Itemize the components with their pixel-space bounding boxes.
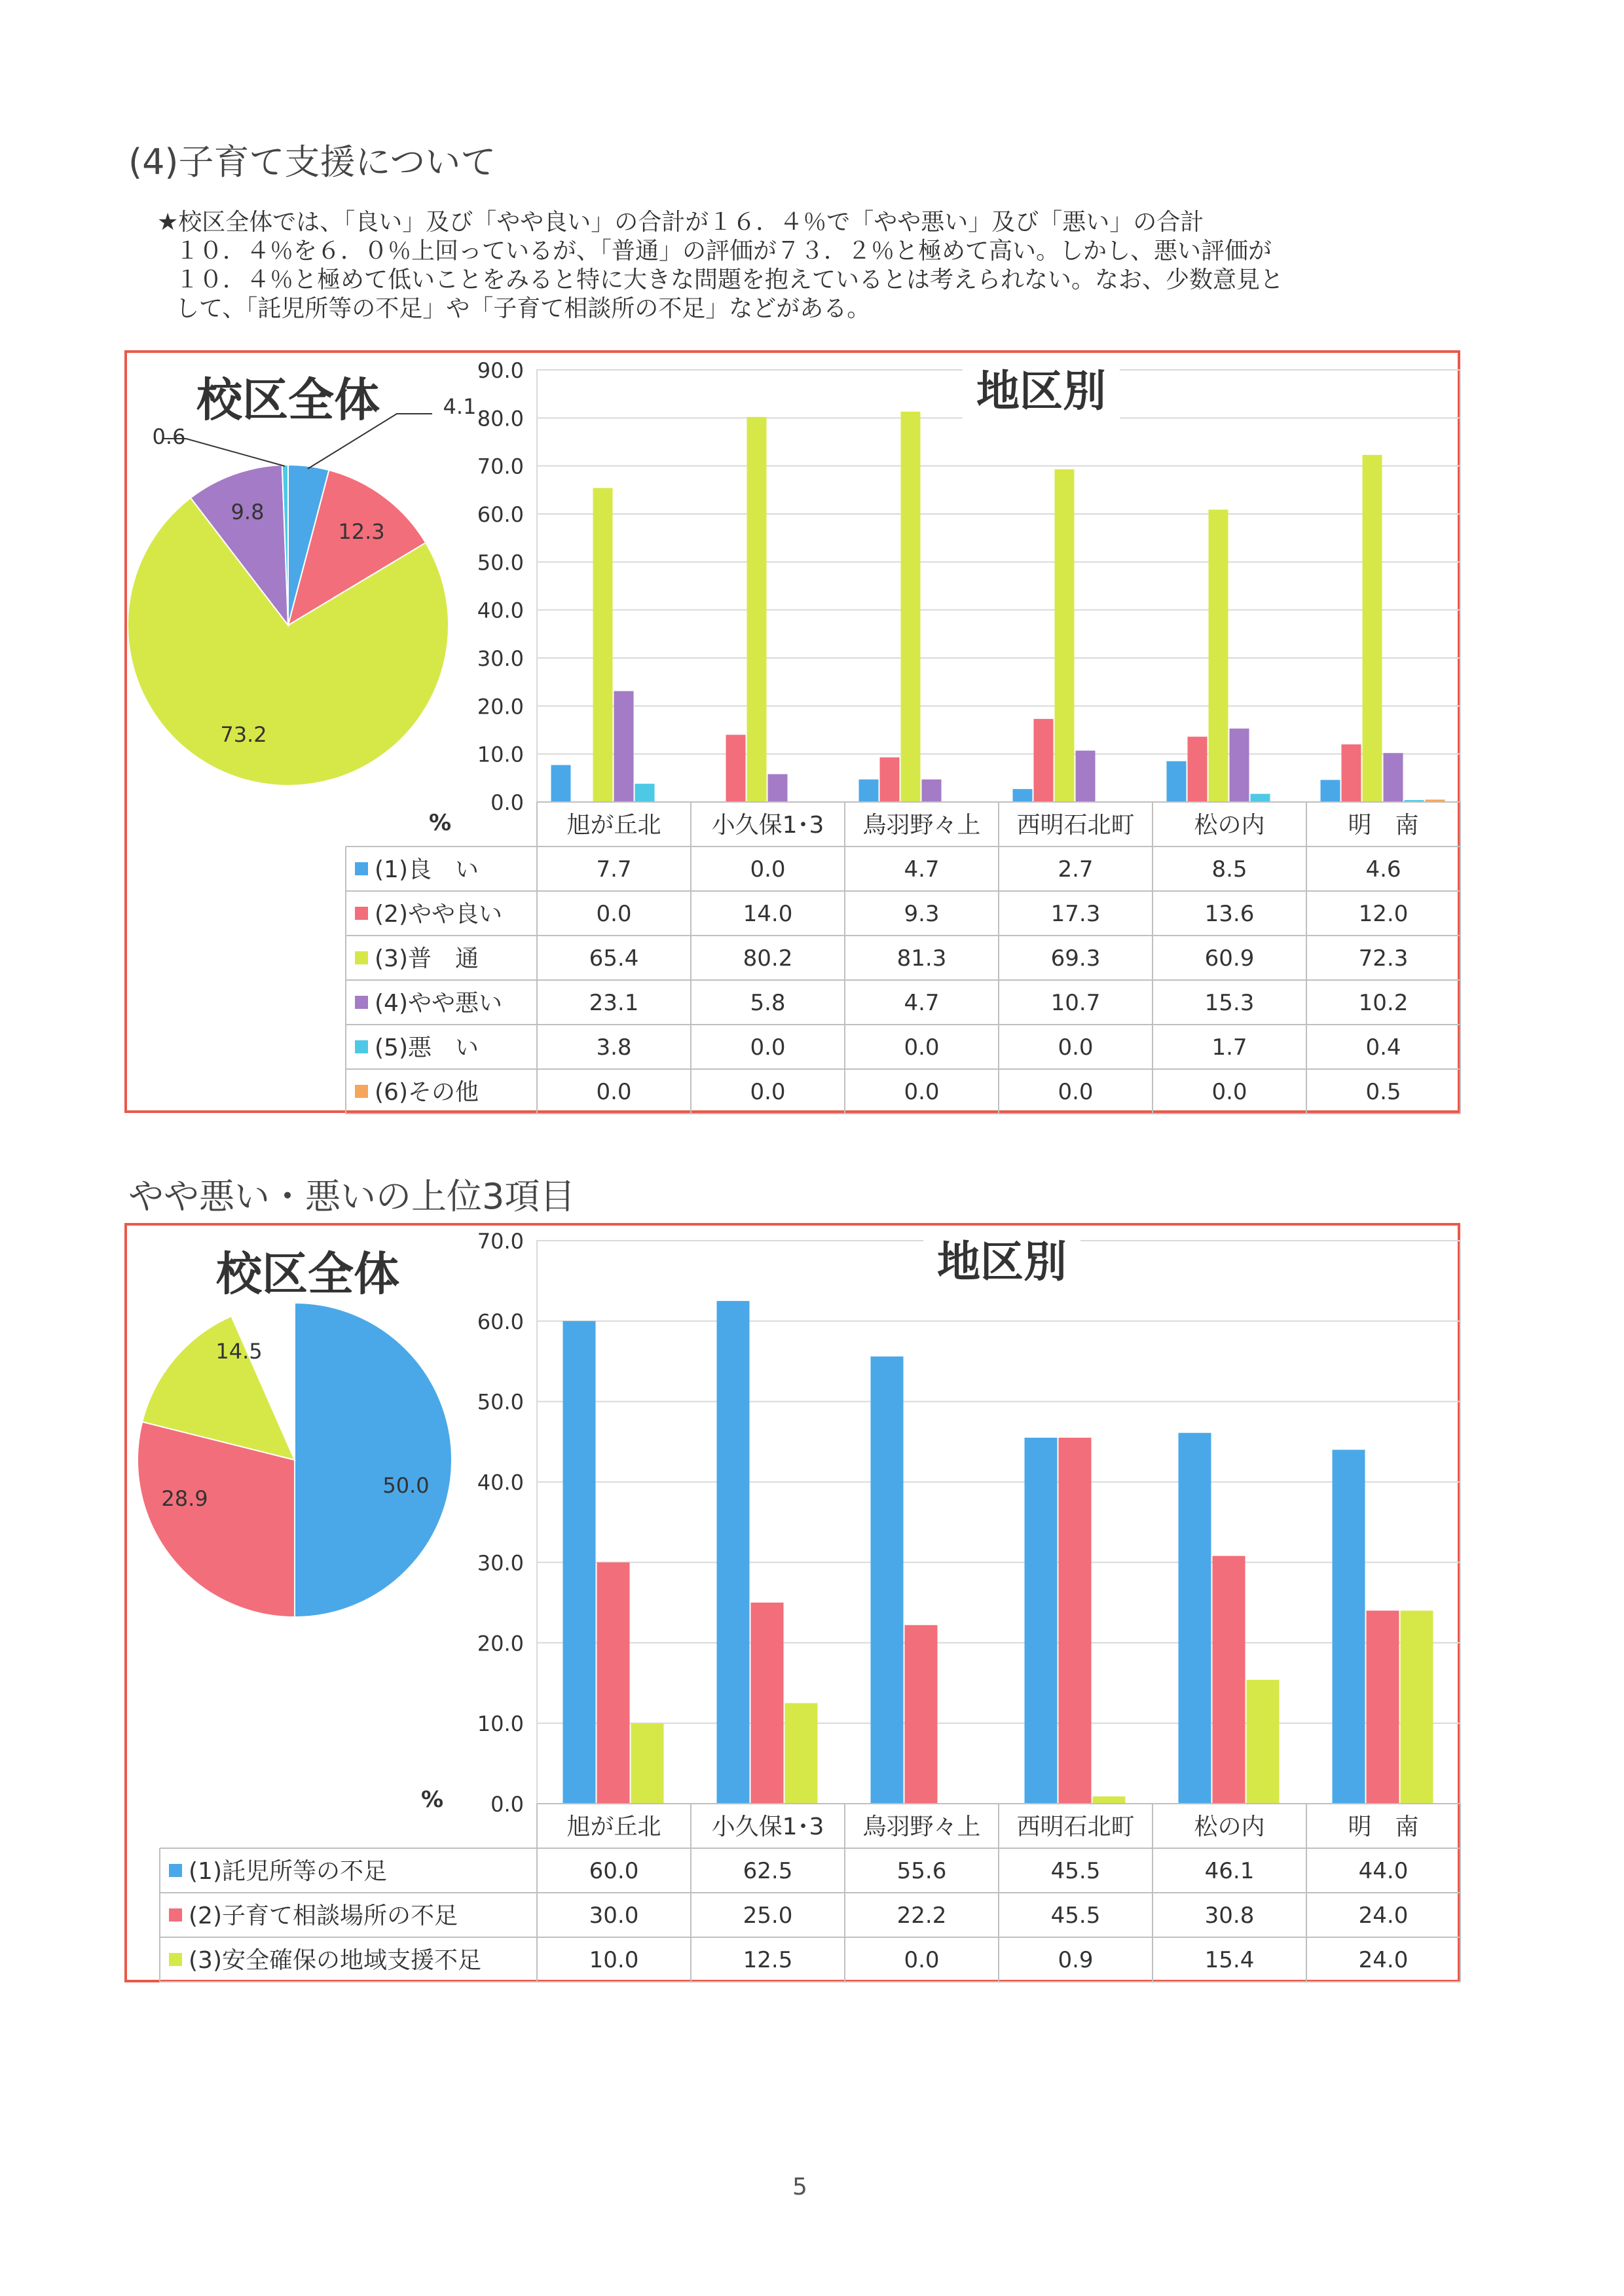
table-cell-value: 10.7 <box>1050 990 1101 1016</box>
table-cell-value: 0.0 <box>750 1079 786 1105</box>
table-cell-value: 81.3 <box>896 945 947 972</box>
table-cell-value: 45.5 <box>1050 1858 1101 1884</box>
table-cell-value: 15.4 <box>1204 1947 1255 1973</box>
y-tick-label: 10.0 <box>477 1711 524 1737</box>
y-tick-label: 20.0 <box>477 1631 524 1656</box>
legend-label: (5)悪 い <box>375 1034 479 1061</box>
table-cell-value: 14.0 <box>743 901 793 927</box>
category-label: 鳥羽野々上 <box>862 812 981 839</box>
table-cell-value: 69.3 <box>1050 945 1101 972</box>
bar <box>785 1703 818 1804</box>
y-tick-label: 60.0 <box>477 1309 524 1334</box>
bar <box>1059 1438 1092 1804</box>
category-label: 明 南 <box>1348 812 1419 839</box>
y-tick-label: 40.0 <box>477 598 524 623</box>
legend-swatch <box>169 1908 182 1922</box>
category-label: 鳥羽野々上 <box>862 1813 981 1840</box>
category-label: 松の内 <box>1194 1813 1265 1840</box>
table-cell-value: 3.8 <box>596 1034 632 1061</box>
section1-heading: (4)子育て支援について <box>128 141 496 183</box>
y-tick-label: 70.0 <box>477 454 524 479</box>
table-cell-value: 55.6 <box>896 1858 947 1884</box>
y-tick-label: 0.0 <box>490 1792 524 1817</box>
pie-slice <box>295 1303 452 1617</box>
table-cell-value: 0.0 <box>596 901 632 927</box>
table-cell-value: 0.0 <box>750 856 786 883</box>
bar <box>1247 1680 1280 1804</box>
legend-label: (3)普 通 <box>375 945 479 972</box>
table-cell-value: 2.7 <box>1058 856 1094 883</box>
table-cell-value: 60.9 <box>1204 945 1255 972</box>
table-cell-value: 30.0 <box>589 1903 639 1929</box>
paragraph-line-3: １０．４％と極めて低いことをみると特に大きな問題を抱えているとは考えられない。なお、少数意見と <box>175 266 1284 293</box>
table-cell-value: 10.0 <box>589 1947 639 1973</box>
legend-label: (1)託児所等の不足 <box>189 1858 387 1885</box>
y-tick-label: 80.0 <box>477 406 524 431</box>
table-cell-value: 5.8 <box>750 990 786 1016</box>
category-label: 明 南 <box>1348 1813 1419 1840</box>
bar <box>1333 1449 1365 1804</box>
bar <box>1213 1556 1246 1804</box>
y-tick-label: 10.0 <box>477 742 524 767</box>
category-label: 松の内 <box>1194 812 1265 839</box>
table-cell-value: 7.7 <box>596 856 632 883</box>
y-tick-label: 0.0 <box>490 790 524 815</box>
table-cell-value: 0.9 <box>1058 1947 1094 1973</box>
table-cell-value: 23.1 <box>589 990 639 1016</box>
table-cell-value: 0.0 <box>596 1079 632 1105</box>
table-cell-value: 0.0 <box>904 1079 940 1105</box>
table-cell-value: 12.5 <box>743 1947 793 1973</box>
table-cell-value: 4.7 <box>904 856 940 883</box>
table-cell-value: 72.3 <box>1358 945 1409 972</box>
legend-swatch <box>169 1864 182 1877</box>
bar <box>1025 1438 1058 1804</box>
legend-label: (3)安全確保の地域支援不足 <box>189 1947 481 1974</box>
section2-heading: やや悪い・悪いの上位3項目 <box>128 1176 576 1217</box>
y-tick-label: 30.0 <box>477 1550 524 1576</box>
y-tick-label: 50.0 <box>477 550 524 575</box>
pie-data-label: 28.9 <box>161 1486 208 1511</box>
table-cell-value: 9.3 <box>904 901 940 927</box>
table-cell-value: 24.0 <box>1358 1947 1409 1973</box>
bar <box>597 1562 630 1804</box>
table-cell-value: 25.0 <box>743 1903 793 1929</box>
pie-title: 校区全体 <box>216 1247 399 1301</box>
category-label: 旭が丘北 <box>566 1813 661 1840</box>
y-unit-label: % <box>420 1787 444 1813</box>
pie-data-label: 50.0 <box>382 1473 430 1498</box>
legend-swatch <box>169 1953 182 1966</box>
table-cell-value: 0.4 <box>1365 1034 1401 1061</box>
table-cell-value: 44.0 <box>1358 1858 1409 1884</box>
table-cell-value: 60.0 <box>589 1858 639 1884</box>
paragraph-line-2: １０．４％を６．０％上回っているが、「普通」の評価が７３．２％と極めて高い。しかし、悪い評価が <box>175 238 1272 264</box>
bar <box>1367 1611 1399 1804</box>
page-number: 5 <box>792 2174 807 2200</box>
table-cell-value: 0.0 <box>904 1034 940 1061</box>
category-label: 小久保1･3 <box>711 812 824 839</box>
legend-label: (2)子育て相談場所の不足 <box>189 1903 458 1929</box>
legend-label: (1)良 い <box>375 856 479 883</box>
y-unit-label: % <box>428 810 452 836</box>
y-tick-label: 60.0 <box>477 502 524 527</box>
y-tick-label: 70.0 <box>477 1229 524 1254</box>
pie-data-label: 9.8 <box>231 500 265 524</box>
bar <box>563 1321 596 1804</box>
table-cell-value: 30.8 <box>1204 1903 1255 1929</box>
legend-label: (4)やや悪い <box>375 990 502 1017</box>
table-cell-value: 62.5 <box>743 1858 793 1884</box>
table-cell-value: 12.0 <box>1358 901 1409 927</box>
y-tick-label: 30.0 <box>477 646 524 671</box>
category-label: 西明石北町 <box>1016 812 1135 839</box>
chart-title: 地区別 <box>976 366 1106 416</box>
bar <box>631 1723 664 1804</box>
bar <box>871 1357 904 1804</box>
table-cell-value: 8.5 <box>1211 856 1247 883</box>
pie-data-label: 0.6 <box>152 424 186 449</box>
table-cell-value: 4.7 <box>904 990 940 1016</box>
table-cell-value: 10.2 <box>1358 990 1409 1016</box>
bar <box>1093 1796 1126 1804</box>
pie-data-label: 4.1 <box>443 394 477 419</box>
table-cell-value: 0.0 <box>1058 1079 1094 1105</box>
pie-title: 校区全体 <box>196 373 380 427</box>
chart-title: 地区別 <box>937 1237 1067 1287</box>
y-tick-label: 50.0 <box>477 1389 524 1415</box>
category-label: 旭が丘北 <box>566 812 661 839</box>
bar <box>1179 1433 1211 1804</box>
pie-data-label: 12.3 <box>338 519 385 544</box>
paragraph-line-1: ★校区全体では、「良い」及び「やや良い」の合計が１６．４％で「やや悪い」及び「悪い」の合計 <box>157 209 1204 236</box>
table-cell-value: 22.2 <box>896 1903 947 1929</box>
category-label: 小久保1･3 <box>711 1813 824 1840</box>
bar <box>1401 1611 1433 1804</box>
legend-label: (2)やや良い <box>375 901 502 928</box>
paragraph-line-4: して、「託児所等の不足」や「子育て相談所の不足」などがある。 <box>175 295 871 322</box>
plot-frame <box>537 1241 1460 1804</box>
y-tick-label: 90.0 <box>477 358 524 383</box>
table-cell-value: 13.6 <box>1204 901 1255 927</box>
y-tick-label: 40.0 <box>477 1470 524 1495</box>
table-cell-value: 0.0 <box>904 1947 940 1973</box>
table-cell-value: 0.0 <box>750 1034 786 1061</box>
table-cell-value: 65.4 <box>589 945 639 972</box>
legend-label: (6)その他 <box>375 1079 479 1106</box>
table-cell-value: 0.0 <box>1211 1079 1247 1105</box>
table-cell-value: 4.6 <box>1365 856 1401 883</box>
bar <box>717 1301 750 1804</box>
table-cell-value: 17.3 <box>1050 901 1101 927</box>
y-tick-label: 20.0 <box>477 694 524 720</box>
table-cell-value: 15.3 <box>1204 990 1255 1016</box>
table-cell-value: 24.0 <box>1358 1903 1409 1929</box>
category-label: 西明石北町 <box>1016 1813 1135 1840</box>
pie-data-label: 14.5 <box>215 1339 263 1364</box>
bar <box>905 1625 938 1804</box>
table-cell-value: 0.5 <box>1365 1079 1401 1105</box>
bar <box>751 1603 784 1804</box>
table-cell-value: 1.7 <box>1211 1034 1247 1061</box>
pie-data-label: 73.2 <box>220 722 267 747</box>
table-cell-value: 80.2 <box>743 945 793 972</box>
table-cell-value: 46.1 <box>1204 1858 1255 1884</box>
table-cell-value: 45.5 <box>1050 1903 1101 1929</box>
table-cell-value: 0.0 <box>1058 1034 1094 1061</box>
